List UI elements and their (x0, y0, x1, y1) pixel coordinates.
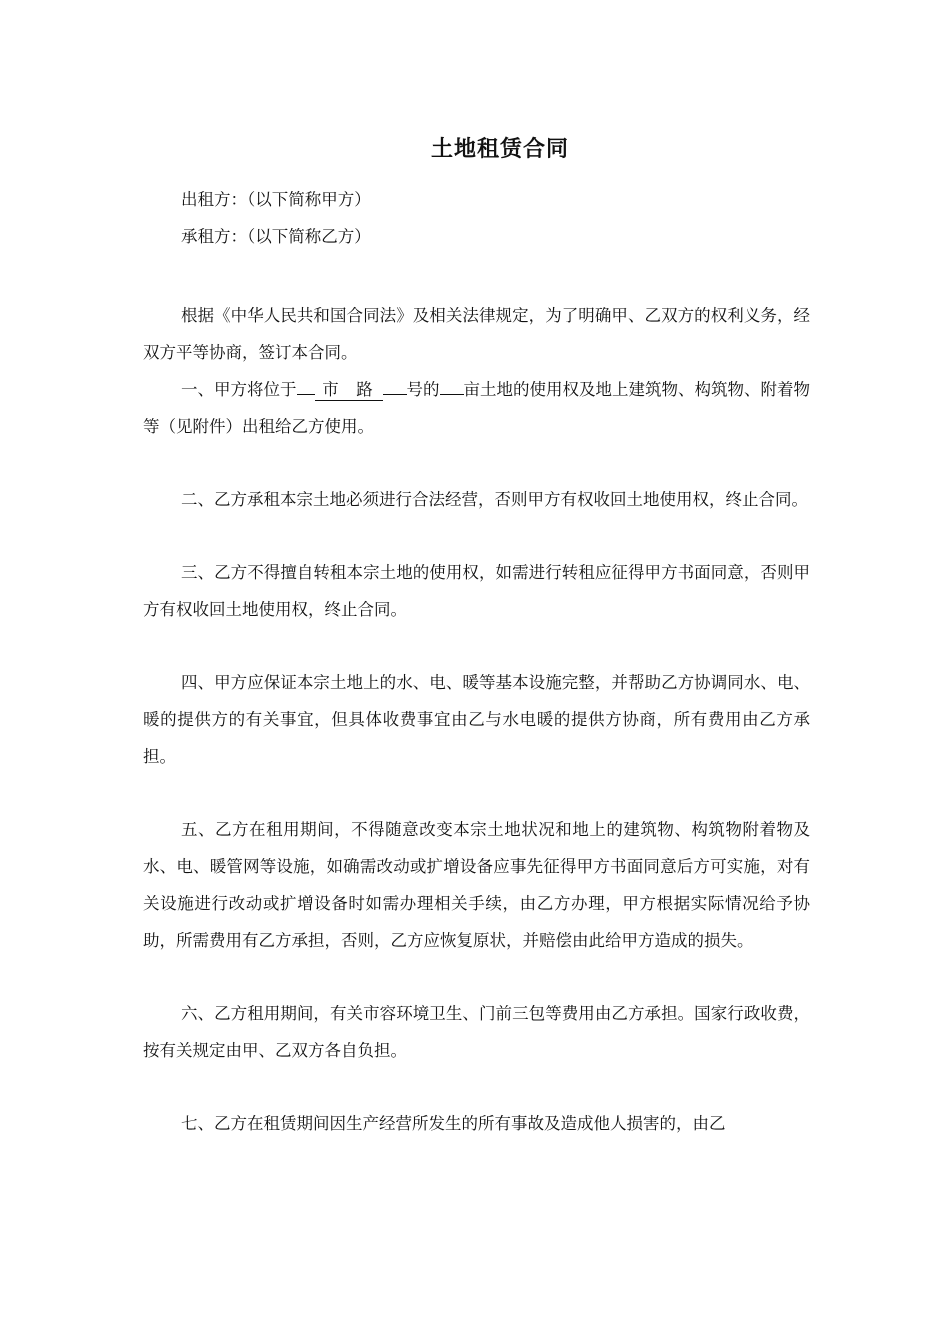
blank-area (440, 394, 464, 395)
blank-field (297, 394, 315, 395)
blank-number (383, 394, 407, 395)
clause-6-paragraph: 六、乙方租用期间，有关市容环境卫生、门前三包等费用由乙方承担。国家行政收费，按有关规定由甲、乙双方各自负担。 (143, 1004, 810, 1060)
clause-1-prefix: 一、甲方将位于 (181, 380, 297, 399)
blank-city: 市 (315, 380, 347, 401)
clause-2-paragraph: 二、乙方承租本宗土地必须进行合法经营，否则甲方有权收回土地使用权，终止合同。 (181, 490, 808, 509)
clause-5-paragraph: 五、乙方在租用期间，不得随意改变本宗土地状况和地上的建筑物、构筑物附着物及水、电、暖管网等设施，如确需改动或扩增设备应事先征得甲方书面同意后方可实施，对有关设施进行改动或扩增设备时如需办理相关手续，由乙方办理，甲方根据实际情况给予协助，所需费用有乙方承担，否则，乙方应恢复原状，并赔偿由此给甲方造成的损失。 (143, 820, 810, 950)
clause-3-paragraph: 三、乙方不得擅自转租本宗土地的使用权，如需进行转租应征得甲方书面同意，否则甲方有权收回土地使用权，终止合同。 (143, 563, 810, 619)
clause-1-rest: 亩土地的使用权及地上建筑物、构筑物、附着物等（见附件）出租给乙方使用。 (143, 380, 810, 436)
document-title: 土地租赁合同 (430, 136, 569, 162)
clause-1-paragraph (143, 371, 810, 445)
blank-road: 路 (347, 380, 383, 401)
clause-7-paragraph: 七、乙方在租赁期间因生产经营所发生的所有事故及造成他人损害的，由乙 (181, 1114, 726, 1133)
preamble-paragraph: 根据《中华人民共和国合同法》及相关法律规定，为了明确甲、乙双方的权利义务，经双方平等协商，签订本合同。 (143, 306, 810, 362)
document-body (143, 181, 810, 1142)
lessee-line: 承租方：（以下简称乙方） (181, 227, 371, 246)
lessor-line: 出租方：（以下简称甲方） (181, 190, 371, 209)
clause-1-mid: 号的 (406, 380, 440, 399)
clause-4-paragraph: 四、甲方应保证本宗土地上的水、电、暖等基本设施完整，并帮助乙方协调同水、电、暖的提供方的有关事宜，但具体收费事宜由乙与水电暖的提供方协商，所有费用由乙方承担。 (143, 673, 810, 766)
